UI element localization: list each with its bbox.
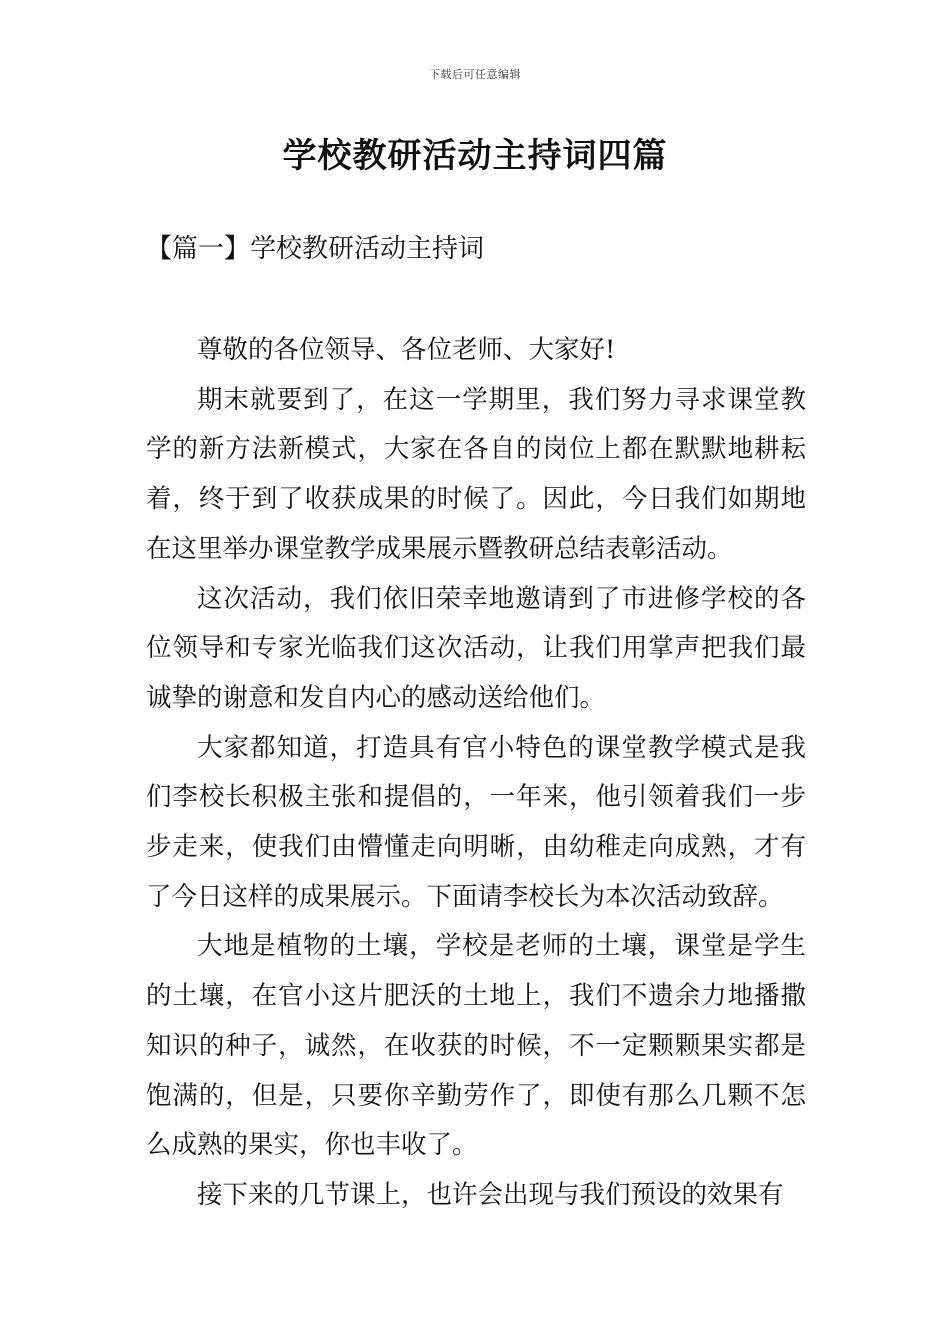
section-heading: 【篇一】学校教研活动主持词 xyxy=(146,234,485,264)
body-text xyxy=(146,326,806,1221)
header-note: 下载后可任意编辑 xyxy=(429,68,521,81)
paragraph: 这次活动，我们依旧荣幸地邀请到了市进修学校的各位领导和专家光临我们这次活动，让我们用掌声把我们最诚挚的谢意和发自内心的感动送给他们。 xyxy=(146,583,806,713)
paragraph: 大地是植物的土壤，学校是老师的土壤，课堂是学生的土壤，在官小这片肥沃的土地上，我们不遗余力地播撒知识的种子，诚然，在收获的时候，不一定颗颗果实都是饱满的，但是，只要你辛勤劳作了，即使有那么几颗不怎么成熟的果实，你也丰收了。 xyxy=(146,931,806,1161)
paragraph: 大家都知道，打造具有官小特色的课堂教学模式是我们李校长积极主张和提倡的，一年来，他引领着我们一步步走来，使我们由懵懂走向明晰，由幼稚走向成熟，才有了今日这样的成果展示。下面请李校长为本次活动致辞。 xyxy=(146,732,806,912)
paragraph: 期末就要到了，在这一学期里，我们努力寻求课堂教学的新方法新模式，大家在各自的岗位上都在默默地耕耘着，终于到了收获成果的时候了。因此，今日我们如期地在这里举办课堂教学成果展示暨教研总结表彰活动。 xyxy=(146,384,806,564)
paragraph: 接下来的几节课上，也许会出现与我们预设的效果有 xyxy=(197,1179,784,1210)
paragraph-greeting: 尊敬的各位领导、各位老师、大家好! xyxy=(197,335,616,365)
document-title: 学校教研活动主持词四篇 xyxy=(282,136,668,176)
